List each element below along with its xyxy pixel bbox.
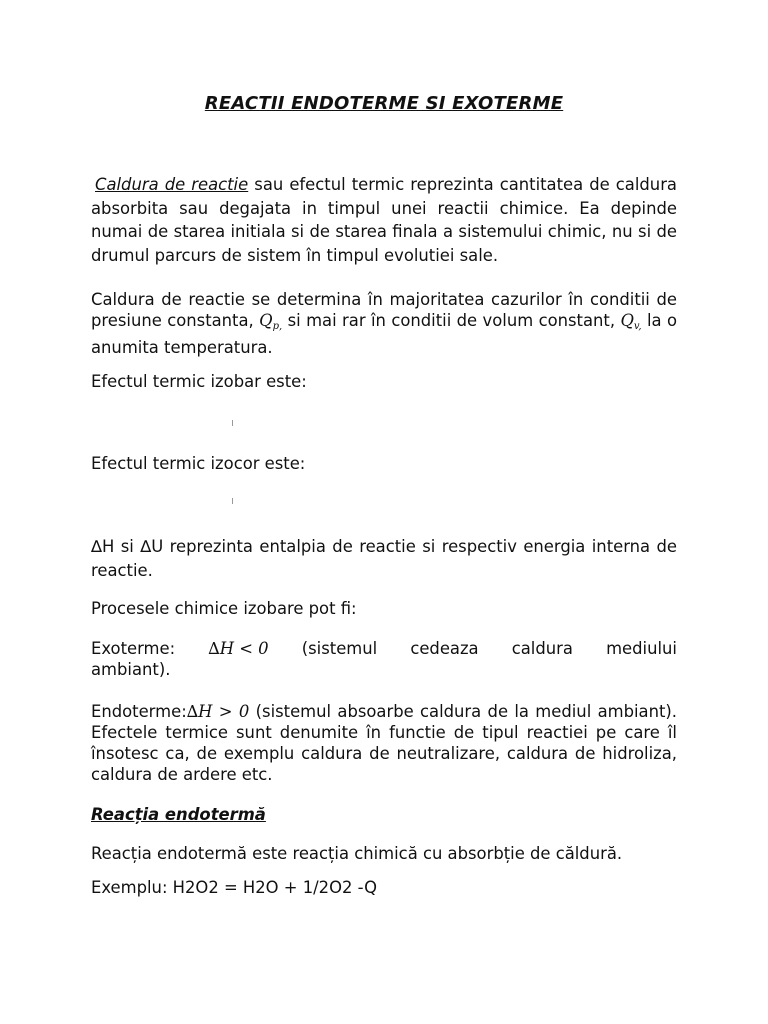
paragraph-endothermic-definition: Reacția endotermă este reacția chimică cu absorbție de căldură. (91, 844, 623, 863)
term-heat-of-reaction: Caldura de reactie (95, 175, 249, 194)
paragraph-exothermic (91, 638, 677, 680)
qv-subscript: v, (633, 321, 642, 332)
paragraph-text: caldura (511, 639, 573, 658)
paragraph-isochoric: Efectul termic izocor este: (91, 454, 306, 473)
paragraph-isobaric-processes: Procesele chimice izobare pot fi: (91, 599, 357, 618)
paragraph-text: si mai rar în conditii de volum constant, (282, 311, 621, 330)
paragraph-text: la o anumita temperatura. (91, 311, 678, 357)
endothermic-label: Endoterme: (91, 702, 187, 721)
paragraph-text: sau efectul termic reprezinta cantitatea de caldura absorbita sau degajata in timpul unei reactii chimice. Ea depinde numai de starea initiala si de starea finala a sistemului chimic, nu si de drumul parcurs de sistem în timpul evolutiei sale. (91, 175, 677, 265)
paragraph-enthalpy-definition: ∆H si ∆U reprezinta entalpia de reactie si respectiv energia interna de reactie. (91, 537, 677, 580)
paragraph-text: Caldura de reactie se determina în majoritatea cazurilor în conditii de presiune constanta, (91, 290, 677, 330)
exothermic-first-line (91, 638, 677, 659)
section-heading-endothermic (91, 803, 677, 827)
exothermic-condition: ∆H < 0 (208, 639, 269, 658)
paragraph-text: cedeaza (410, 639, 479, 658)
paragraph-text: (sistemul absoarbe caldura de la mediul ambiant). Efectele termice sunt denumite în functie de tipul reactiei pe care îl însotesc ca, de exemplu caldura de neutralizare, caldura de hidroliza, caldura de ardere etc. (91, 702, 678, 784)
exothermic-second-line: ambiant). (91, 660, 171, 679)
qp-symbol: Q (259, 311, 273, 330)
paragraph-endothermic (91, 701, 677, 785)
paragraph-heat-of-reaction (91, 173, 677, 267)
qp-subscript: p, (272, 321, 283, 332)
page-title: REACTII ENDOTERME SI EXOTERME (204, 93, 564, 114)
qv-symbol: Q (620, 311, 634, 330)
endothermic-condition: ∆H > 0 (186, 702, 250, 721)
exothermic-label: Exoterme: (91, 639, 176, 658)
equation-placeholder-isobaric (232, 420, 233, 426)
paragraph-measurement-conditions (91, 289, 677, 358)
paragraph-text: (sistemul (301, 639, 378, 658)
section-heading-text: Reacția endotermă (91, 805, 266, 824)
equation-placeholder-isochoric (232, 498, 233, 504)
paragraph-example: Exemplu: H2O2 = H2O + 1/2O2 -Q (91, 878, 378, 897)
paragraph-text: mediului (606, 639, 677, 658)
paragraph-isobaric: Efectul termic izobar este: (91, 372, 307, 391)
